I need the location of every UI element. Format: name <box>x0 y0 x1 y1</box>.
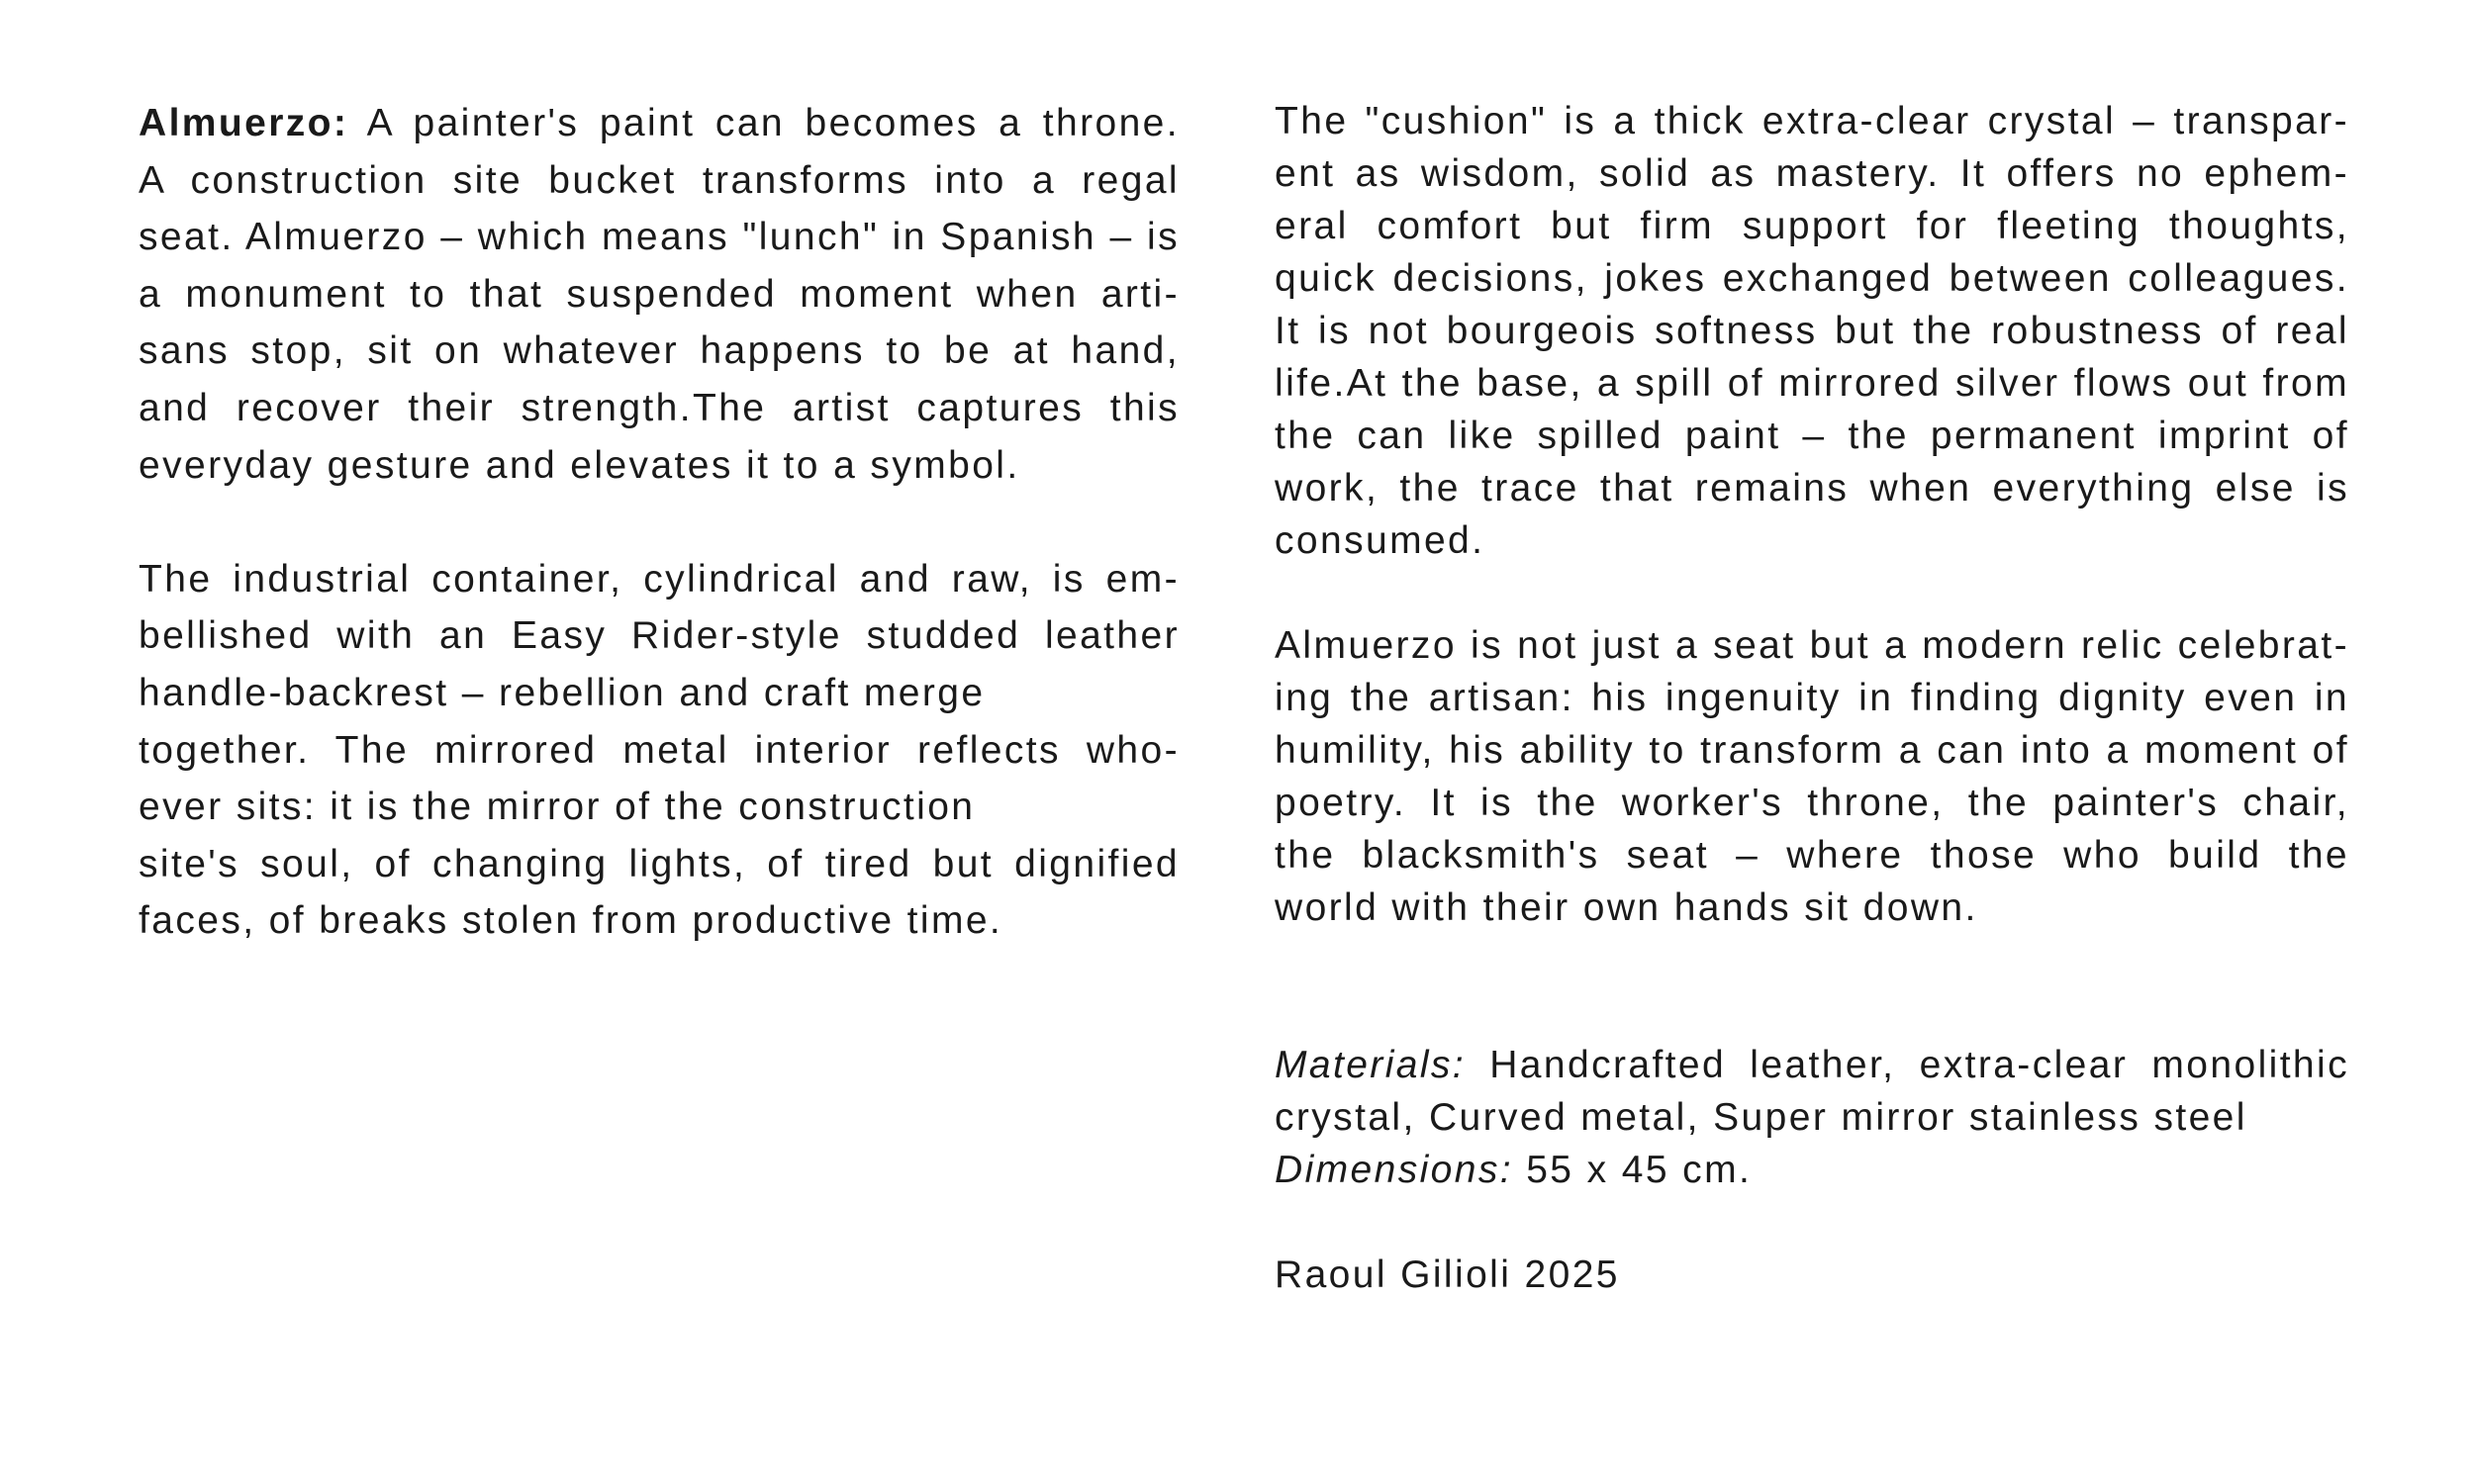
relic-line: Almuerzo is not just a seat but a modern relic celebrat- <box>1275 624 2349 667</box>
intro-line: sans stop, sit on whatever happens to be at hand, <box>139 329 1180 373</box>
container-paragraph <box>139 551 1180 950</box>
cushion-line: The "cushion" is a thick extra-clear crystal – transpar- <box>1275 100 2349 142</box>
relic-line: world with their own hands sit down. <box>1275 886 1978 929</box>
dimensions-value: 55 x 45 cm. <box>1512 1149 1753 1191</box>
relic-line: humility, his ability to transform a can into a moment of <box>1275 729 2349 772</box>
intro-line: seat. Almuerzo – which means "lunch" in Spanish – is <box>139 216 1180 259</box>
cushion-paragraph <box>1275 95 2349 567</box>
specs-block <box>1275 1039 2349 1196</box>
cushion-line: life.At the base, a spill of mirrored silver flows out from <box>1275 362 2349 405</box>
intro-line: A construction site bucket transforms into a regal <box>139 158 1180 202</box>
intro-line: everyday gesture and elevates it to a symbol. <box>139 443 1020 487</box>
container-line: handle-backrest – rebellion and craft merge <box>139 671 986 714</box>
container-line: site's soul, of changing lights, of tired but dignified <box>139 842 1180 885</box>
right-column <box>1275 95 2349 1301</box>
cushion-line: work, the trace that remains when everything else is <box>1275 467 2349 510</box>
relic-line: ing the artisan: his ingenuity in finding dignity even in <box>1275 677 2349 719</box>
left-column <box>139 95 1180 950</box>
intro-paragraph <box>139 95 1180 494</box>
intro-line: A painter's paint can becomes a throne. <box>348 102 1180 144</box>
signature-block <box>1275 1249 2349 1301</box>
dimensions-label: Dimensions: <box>1275 1149 1513 1191</box>
cushion-line: the can like spilled paint – the permanent imprint of <box>1275 415 2349 457</box>
relic-line: poetry. It is the worker's throne, the painter's chair, <box>1275 782 2349 824</box>
container-line: The industrial container, cylindrical and raw, is em- <box>139 557 1180 601</box>
cushion-line: quick decisions, jokes exchanged between colleagues. <box>1275 257 2349 300</box>
container-line: faces, of breaks stolen from productive time. <box>139 899 1003 943</box>
cushion-line: ent as wisdom, solid as mastery. It offers no ephem- <box>1275 152 2349 195</box>
container-line: ever sits: it is the mirror of the construction <box>139 786 976 829</box>
relic-line: the blacksmith's seat – where those who build the <box>1275 834 2349 877</box>
artwork-title: Almuerzo: <box>139 102 349 144</box>
materials-label: Materials: <box>1275 1044 1467 1086</box>
relic-paragraph <box>1275 619 2349 934</box>
materials-value-continued: crystal, Curved metal, Super mirror stainless steel <box>1275 1096 2247 1139</box>
cushion-line: consumed. <box>1275 519 1485 562</box>
intro-line: and recover their strength.The artist captures this <box>139 386 1180 429</box>
container-line: together. The mirrored metal interior reflects who- <box>139 728 1180 772</box>
cushion-line: It is not bourgeois softness but the robustness of real <box>1275 310 2349 352</box>
intro-line: a monument to that suspended moment when arti- <box>139 272 1180 316</box>
materials-value: Handcrafted leather, extra-clear monolithic <box>1466 1044 2349 1086</box>
cushion-line: eral comfort but firm support for fleeting thoughts, <box>1275 205 2349 247</box>
artist-signature: Raoul Gilioli 2025 <box>1275 1253 1620 1296</box>
container-line: bellished with an Easy Rider-style studded leather <box>139 614 1180 658</box>
